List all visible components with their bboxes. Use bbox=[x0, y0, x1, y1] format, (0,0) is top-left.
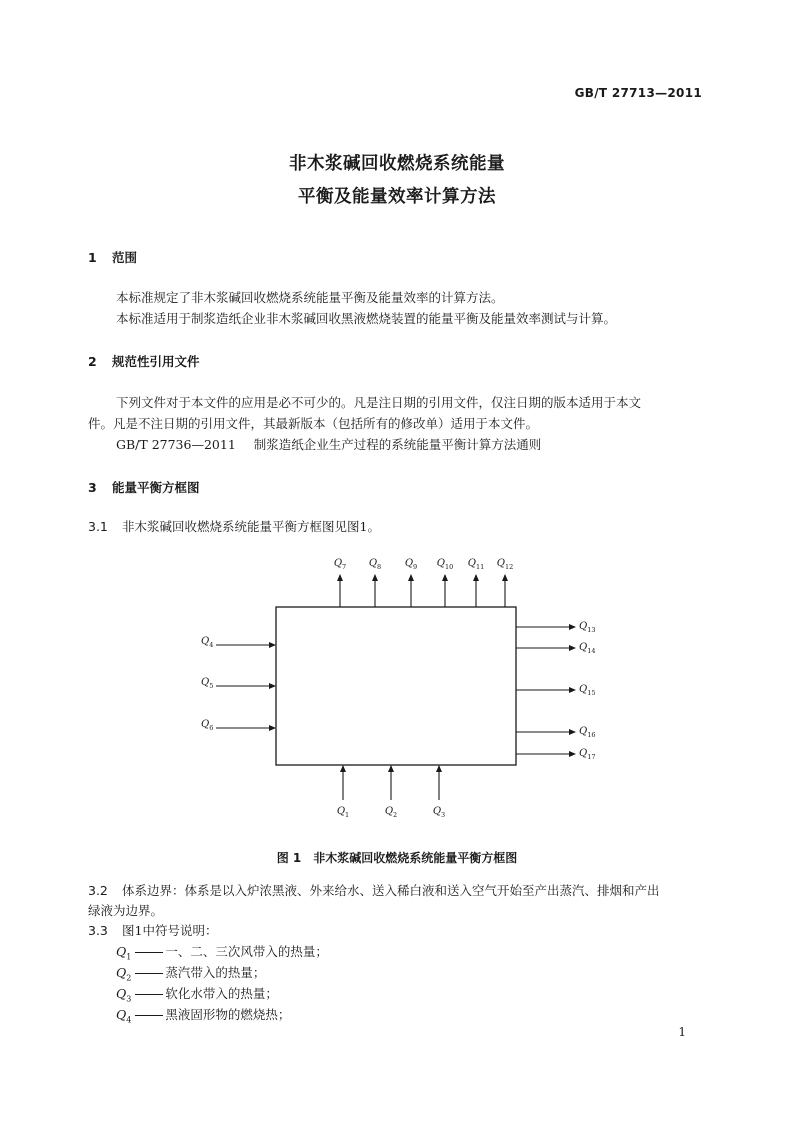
clause-3-2-number: 3.2 bbox=[88, 883, 108, 898]
dash-rule bbox=[135, 952, 163, 953]
dash-rule bbox=[135, 973, 163, 974]
dash-rule bbox=[135, 994, 163, 995]
figure-caption: 图 1 非木浆碱回收燃烧系统能量平衡方框图 bbox=[276, 851, 518, 865]
section2-number: 2 bbox=[88, 354, 97, 369]
reference-code: GB/T 27736—2011 bbox=[116, 437, 236, 452]
clause-3-3-text: 图1中符号说明： bbox=[122, 923, 218, 938]
section2-paragraph-line1: 下列文件对于本文件的应用是必不可少的。凡是注日期的引用文件，仅注日期的版本适用于本文 bbox=[116, 395, 642, 410]
label-q12: $Q_{12}$ bbox=[496, 558, 514, 571]
clause-3-1-number: 3.1 bbox=[88, 519, 108, 534]
label-q10: $Q_{10}$ bbox=[436, 558, 454, 571]
symbol-subscript: 1 bbox=[126, 952, 132, 962]
section3-title: 能量平衡方框图 bbox=[112, 480, 200, 495]
bottom-input-arrows bbox=[337, 766, 445, 819]
top-output-arrows bbox=[334, 558, 513, 607]
section1-paragraph2: 本标准适用于制浆造纸企业非木浆碱回收黑液燃烧装置的能量平衡及能量效率测试与计算。 bbox=[116, 311, 617, 326]
clause-3-2-line1 bbox=[88, 880, 660, 901]
label-q3: $Q_3$ bbox=[432, 806, 446, 819]
label-q16: $Q_{16}$ bbox=[579, 726, 596, 739]
label-q2: $Q_2$ bbox=[384, 806, 398, 819]
clause-3-1-text: 非木浆碱回收燃烧系统能量平衡方框图见图1。 bbox=[122, 519, 380, 534]
system-boundary-box bbox=[276, 607, 516, 765]
label-q13: $Q_{13}$ bbox=[579, 621, 596, 634]
label-q17: $Q_{17}$ bbox=[579, 748, 596, 761]
symbol-subscript: 4 bbox=[126, 1015, 132, 1025]
label-q1: $Q_1$ bbox=[336, 806, 350, 819]
clause-3-2-text: 体系边界：体系是以入炉浓黑液、外来给水、送入稀白液和送入空气开始至产出蒸汽、排烟和产出 bbox=[122, 883, 660, 898]
clause-3-3 bbox=[88, 920, 217, 941]
left-input-arrows bbox=[201, 636, 275, 732]
label-q6: $Q_6$ bbox=[201, 719, 214, 732]
symbol-description: 黑液固形物的燃烧热； bbox=[165, 1007, 291, 1022]
page-number: 1 bbox=[678, 1025, 686, 1039]
symbol-subscript: 2 bbox=[126, 973, 132, 983]
section3-number: 3 bbox=[88, 480, 97, 495]
dash-rule bbox=[135, 1015, 163, 1016]
label-q9: $Q_9$ bbox=[404, 558, 418, 571]
symbol-letter: Q bbox=[116, 1007, 127, 1022]
clause-3-2-line2: 绿液为边界。 bbox=[88, 903, 164, 918]
document-title-line2: 平衡及能量效率计算方法 bbox=[298, 187, 496, 207]
section2-paragraph-line2: 件。凡是不注日期的引用文件，其最新版本（包括所有的修改单）适用于本文件。 bbox=[88, 416, 539, 431]
label-q5: $Q_5$ bbox=[201, 677, 214, 690]
reference-title: 制浆造纸企业生产过程的系统能量平衡计算方法通则 bbox=[253, 437, 542, 452]
label-q8: $Q_8$ bbox=[368, 558, 382, 571]
section2-title: 规范性引用文件 bbox=[112, 354, 200, 369]
symbol-letter: Q bbox=[116, 965, 127, 980]
symbol-subscript: 3 bbox=[126, 994, 132, 1004]
label-q11: $Q_{11}$ bbox=[467, 558, 485, 571]
label-q4: $Q_4$ bbox=[201, 636, 214, 649]
symbol-description: 蒸汽带入的热量； bbox=[165, 965, 266, 980]
document-title-line1: 非木浆碱回收燃烧系统能量 bbox=[289, 154, 505, 174]
symbol-letter: Q bbox=[116, 944, 127, 959]
section1-paragraph1: 本标准规定了非木浆碱回收燃烧系统能量平衡及能量效率的计算方法。 bbox=[116, 290, 504, 305]
section1-title: 范围 bbox=[112, 250, 138, 265]
label-q15: $Q_{15}$ bbox=[579, 684, 596, 697]
section1-number: 1 bbox=[88, 250, 97, 265]
symbol-description: 软化水带入的热量； bbox=[165, 986, 278, 1001]
symbol-row bbox=[116, 1004, 290, 1031]
clause-3-3-number: 3.3 bbox=[88, 923, 108, 938]
symbol-description: 一、二、三次风带入的热量； bbox=[165, 944, 328, 959]
standard-code: GB/T 27713—2011 bbox=[574, 86, 702, 100]
symbol-letter: Q bbox=[116, 986, 127, 1001]
label-q14: $Q_{14}$ bbox=[579, 642, 596, 655]
label-q7: $Q_7$ bbox=[333, 558, 347, 571]
right-output-arrows bbox=[516, 621, 595, 761]
